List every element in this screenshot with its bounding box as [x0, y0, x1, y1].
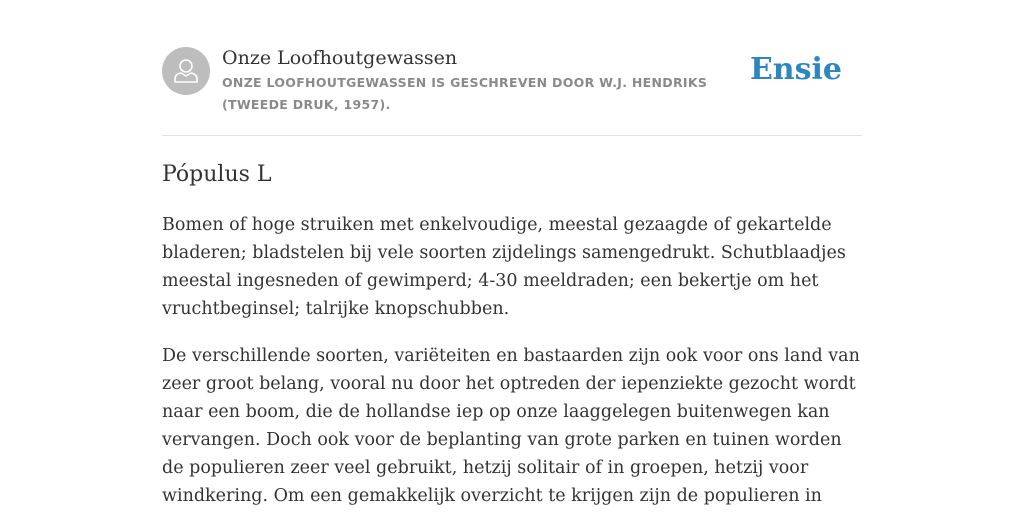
article-title: Pópulus L: [162, 162, 272, 187]
article: [162, 159, 862, 512]
source-subtitle: ONZE LOOFHOUTGEWASSEN IS GESCHREVEN DOOR W.J. HENDRIKS (TWEEDE DRUK, 1957).: [222, 75, 708, 112]
brand-logo[interactable]: Ensie: [749, 52, 842, 87]
user-icon: [162, 47, 210, 95]
source-title[interactable]: Onze Loofhoutgewassen: [222, 47, 458, 69]
article-paragraph: De verschillende soorten, variëteiten en bastaarden zijn ook voor ons land van zeer groot belang, vooral nu door het optreden der iepenziekte gezocht wordt naar een boom, die de hollandse iep op onze laaggelegen buitenwegen kan vervangen. Doch ook voor de beplanting van grote parken en tuinen worden de populieren zeer veel gebruikt, hetzij solitair of in groepen, hetzij voor windkering. Om een gemakkelijk overzicht te krijgen zijn de populieren in: [162, 346, 860, 506]
divider: [162, 135, 862, 136]
source-header: [162, 46, 862, 116]
article-paragraph: Bomen of hoge struiken met enkelvoudige, meestal gezaagde of gekartelde bladeren; bladstelen bij vele soorten zijdelings samengedrukt. Schutblaadjes meestal ingesneden of gewimperd; 4-30 meeldraden; een bekertje om het vruchtbeginsel; talrijke knopschubben.: [162, 215, 846, 319]
